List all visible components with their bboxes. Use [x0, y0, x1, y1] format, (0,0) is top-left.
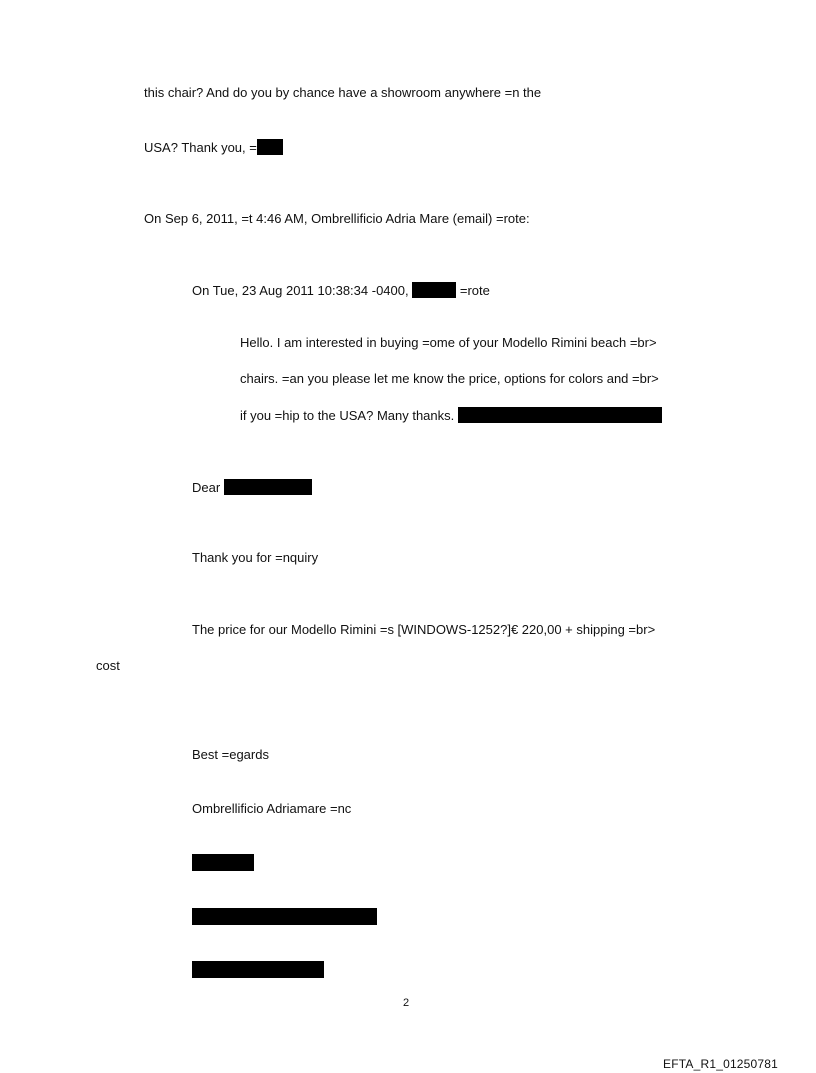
- price-line-text: The price for our Modello Rimini =s [WINDOWS-1252?]€ 220,00 + shipping =br>: [192, 622, 656, 637]
- quoted-line-1-text: Hello. I am interested in buying =ome of your Modello Rimini beach =br>: [240, 335, 657, 350]
- bates-number: EFTA_R1_01250781: [663, 1057, 779, 1071]
- redaction-block: [458, 407, 662, 423]
- cost-line: [96, 658, 120, 674]
- email-line-thank-you: [144, 139, 283, 156]
- quoted-line-3: [240, 407, 662, 424]
- page-number: 2: [403, 997, 410, 1009]
- email-quote-header-aug-prefix: On Tue, 23 Aug 2011 10:38:34 -0400,: [192, 283, 409, 298]
- quoted-line-2: [240, 371, 659, 387]
- redaction-block-signature-3: [192, 961, 324, 978]
- redaction-block-signature-1: [192, 854, 254, 871]
- email-quote-header-sep: [144, 211, 530, 227]
- redaction-block: [257, 139, 283, 155]
- company-line: [192, 801, 351, 817]
- quoted-line-2-text: chairs. =an you please let me know the price, options for colors and =br>: [240, 371, 659, 386]
- email-line-showroom-text: this chair? And do you by chance have a showroom anywhere =n the: [144, 85, 542, 100]
- quoted-line-1: [240, 335, 657, 351]
- thanks-line: [192, 550, 318, 566]
- quoted-line-3-text: if you =hip to the USA? Many thanks.: [240, 408, 455, 423]
- email-quote-header-sep-text: On Sep 6, 2011, =t 4:46 AM, Ombrellificio Adria Mare (email) =rote:: [144, 211, 530, 226]
- company-line-text: Ombrellificio Adriamare =nc: [192, 801, 352, 816]
- regards-line-text: Best =egards: [192, 747, 269, 762]
- email-line-showroom: [144, 85, 541, 101]
- price-line: [192, 622, 655, 638]
- cost-line-text: cost: [96, 658, 120, 673]
- redaction-block: [412, 282, 456, 298]
- thanks-line-text: Thank you for =nquiry: [192, 550, 319, 565]
- redaction-block: [224, 479, 312, 495]
- email-quote-header-aug-suffix: =rote: [459, 283, 490, 298]
- redaction-block-signature-2: [192, 908, 377, 925]
- email-line-thank-you-text: USA? Thank you, =: [144, 140, 257, 155]
- email-quote-header-aug: [192, 282, 490, 299]
- salutation-text: Dear: [192, 480, 221, 495]
- salutation-line: [192, 479, 312, 496]
- regards-line: [192, 747, 269, 763]
